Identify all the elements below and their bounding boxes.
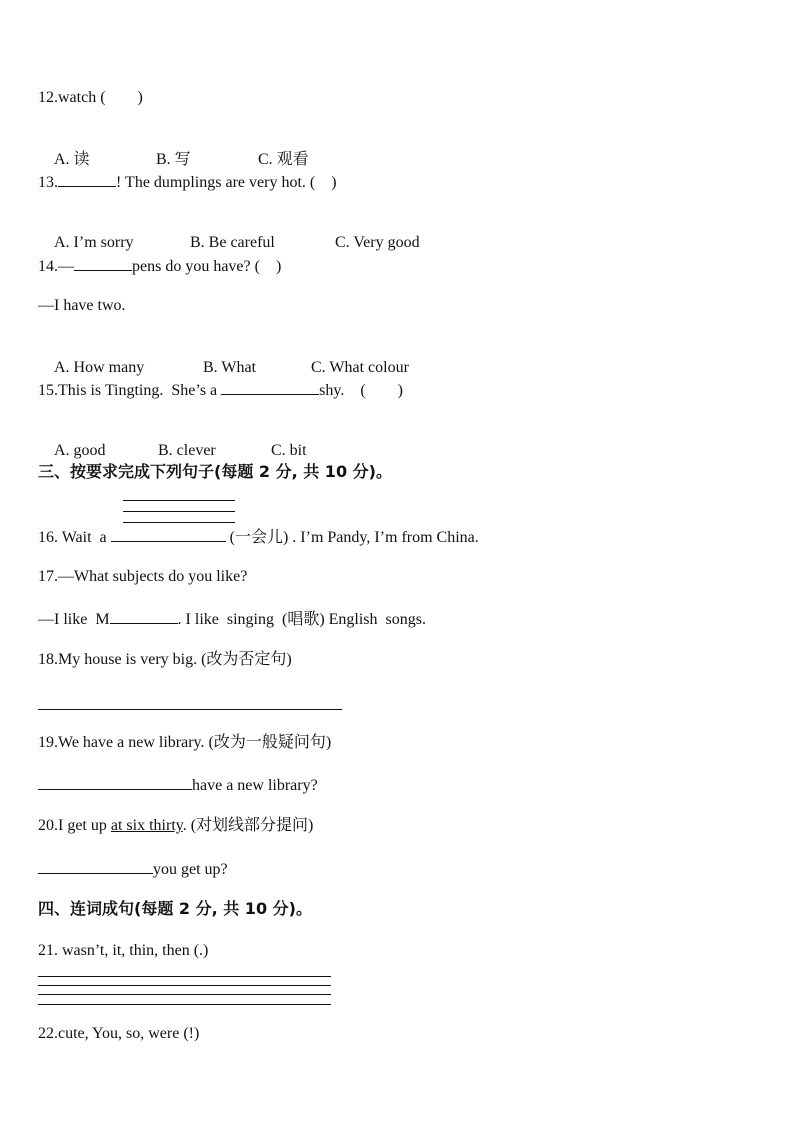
answer-line[interactable] xyxy=(38,985,331,986)
answer-line[interactable] xyxy=(38,709,342,710)
option-b[interactable]: B. Be careful xyxy=(190,234,275,251)
answer-text-end: . I like singing (唱歌) English songs. xyxy=(177,611,426,628)
option-c[interactable]: C. What colour xyxy=(311,359,409,376)
underlined-phrase: at six thirty xyxy=(110,817,183,834)
question-20 xyxy=(38,816,313,836)
question-14-answer: —I have two. xyxy=(38,297,126,314)
answer-line[interactable] xyxy=(38,976,331,977)
question-number: 14.— xyxy=(38,258,74,275)
question-18: 18.My house is very big. (改为否定句) xyxy=(38,651,292,668)
section-4-title: 四、连词成句(每题 2 分, 共 10 分)。 xyxy=(38,899,312,918)
answer-blank[interactable] xyxy=(38,858,153,874)
question-15 xyxy=(38,379,403,401)
option-c[interactable]: C. 观看 xyxy=(258,151,309,168)
option-a[interactable]: A. 读 xyxy=(54,151,90,168)
question-17: 17.—What subjects do you like? xyxy=(38,568,248,585)
answer-line[interactable] xyxy=(38,1004,331,1005)
answer-blank[interactable] xyxy=(74,255,132,271)
answer-text: —I like M xyxy=(38,611,110,628)
answer-text: you get up? xyxy=(153,861,228,878)
question-14 xyxy=(38,255,281,277)
answer-line[interactable] xyxy=(123,511,235,512)
answer-blank[interactable] xyxy=(58,171,116,187)
question-text: pens do you have? ( ) xyxy=(132,258,282,275)
question-20-answer xyxy=(38,858,228,880)
question-text: 16. Wait a xyxy=(38,529,111,546)
answer-blank[interactable] xyxy=(110,608,178,624)
option-c[interactable]: C. bit xyxy=(271,442,307,459)
answer-line[interactable] xyxy=(123,500,235,501)
question-12: 12.watch ( ) xyxy=(38,89,143,106)
question-19-answer xyxy=(38,774,318,796)
question-13 xyxy=(38,171,337,193)
question-text-end: (一会儿) . I’m Pandy, I’m from China. xyxy=(225,529,479,546)
answer-blank[interactable] xyxy=(111,526,226,542)
question-19: 19.We have a new library. (改为一般疑问句) xyxy=(38,734,332,751)
question-text: 20.I get up xyxy=(38,817,111,834)
option-a[interactable]: A. good xyxy=(54,442,106,459)
question-17-answer xyxy=(38,608,426,630)
answer-text: have a new library? xyxy=(192,777,318,794)
option-a[interactable]: A. I’m sorry xyxy=(54,234,134,251)
question-text-end: . (对划线部分提问) xyxy=(182,817,314,834)
option-c[interactable]: C. Very good xyxy=(335,234,420,251)
question-21: 21. wasn’t, it, thin, then (.) xyxy=(38,942,209,959)
question-text: ! The dumplings are very hot. ( ) xyxy=(116,174,337,191)
option-a[interactable]: A. How many xyxy=(54,359,145,376)
answer-blank[interactable] xyxy=(38,774,192,790)
question-22: 22.cute, You, so, were (!) xyxy=(38,1025,200,1042)
answer-line[interactable] xyxy=(123,522,235,523)
question-text-end: shy. ( ) xyxy=(319,382,404,399)
answer-line[interactable] xyxy=(38,994,331,995)
option-b[interactable]: B. 写 xyxy=(156,151,191,168)
answer-blank[interactable] xyxy=(221,379,319,395)
question-text: 15.This is Tingting. She’s a xyxy=(38,382,222,399)
option-b[interactable]: B. clever xyxy=(158,442,216,459)
option-b[interactable]: B. What xyxy=(203,359,257,376)
question-16 xyxy=(38,526,479,548)
question-number: 13. xyxy=(38,174,58,191)
section-3-title: 三、按要求完成下列句子(每题 2 分, 共 10 分)。 xyxy=(38,462,392,481)
